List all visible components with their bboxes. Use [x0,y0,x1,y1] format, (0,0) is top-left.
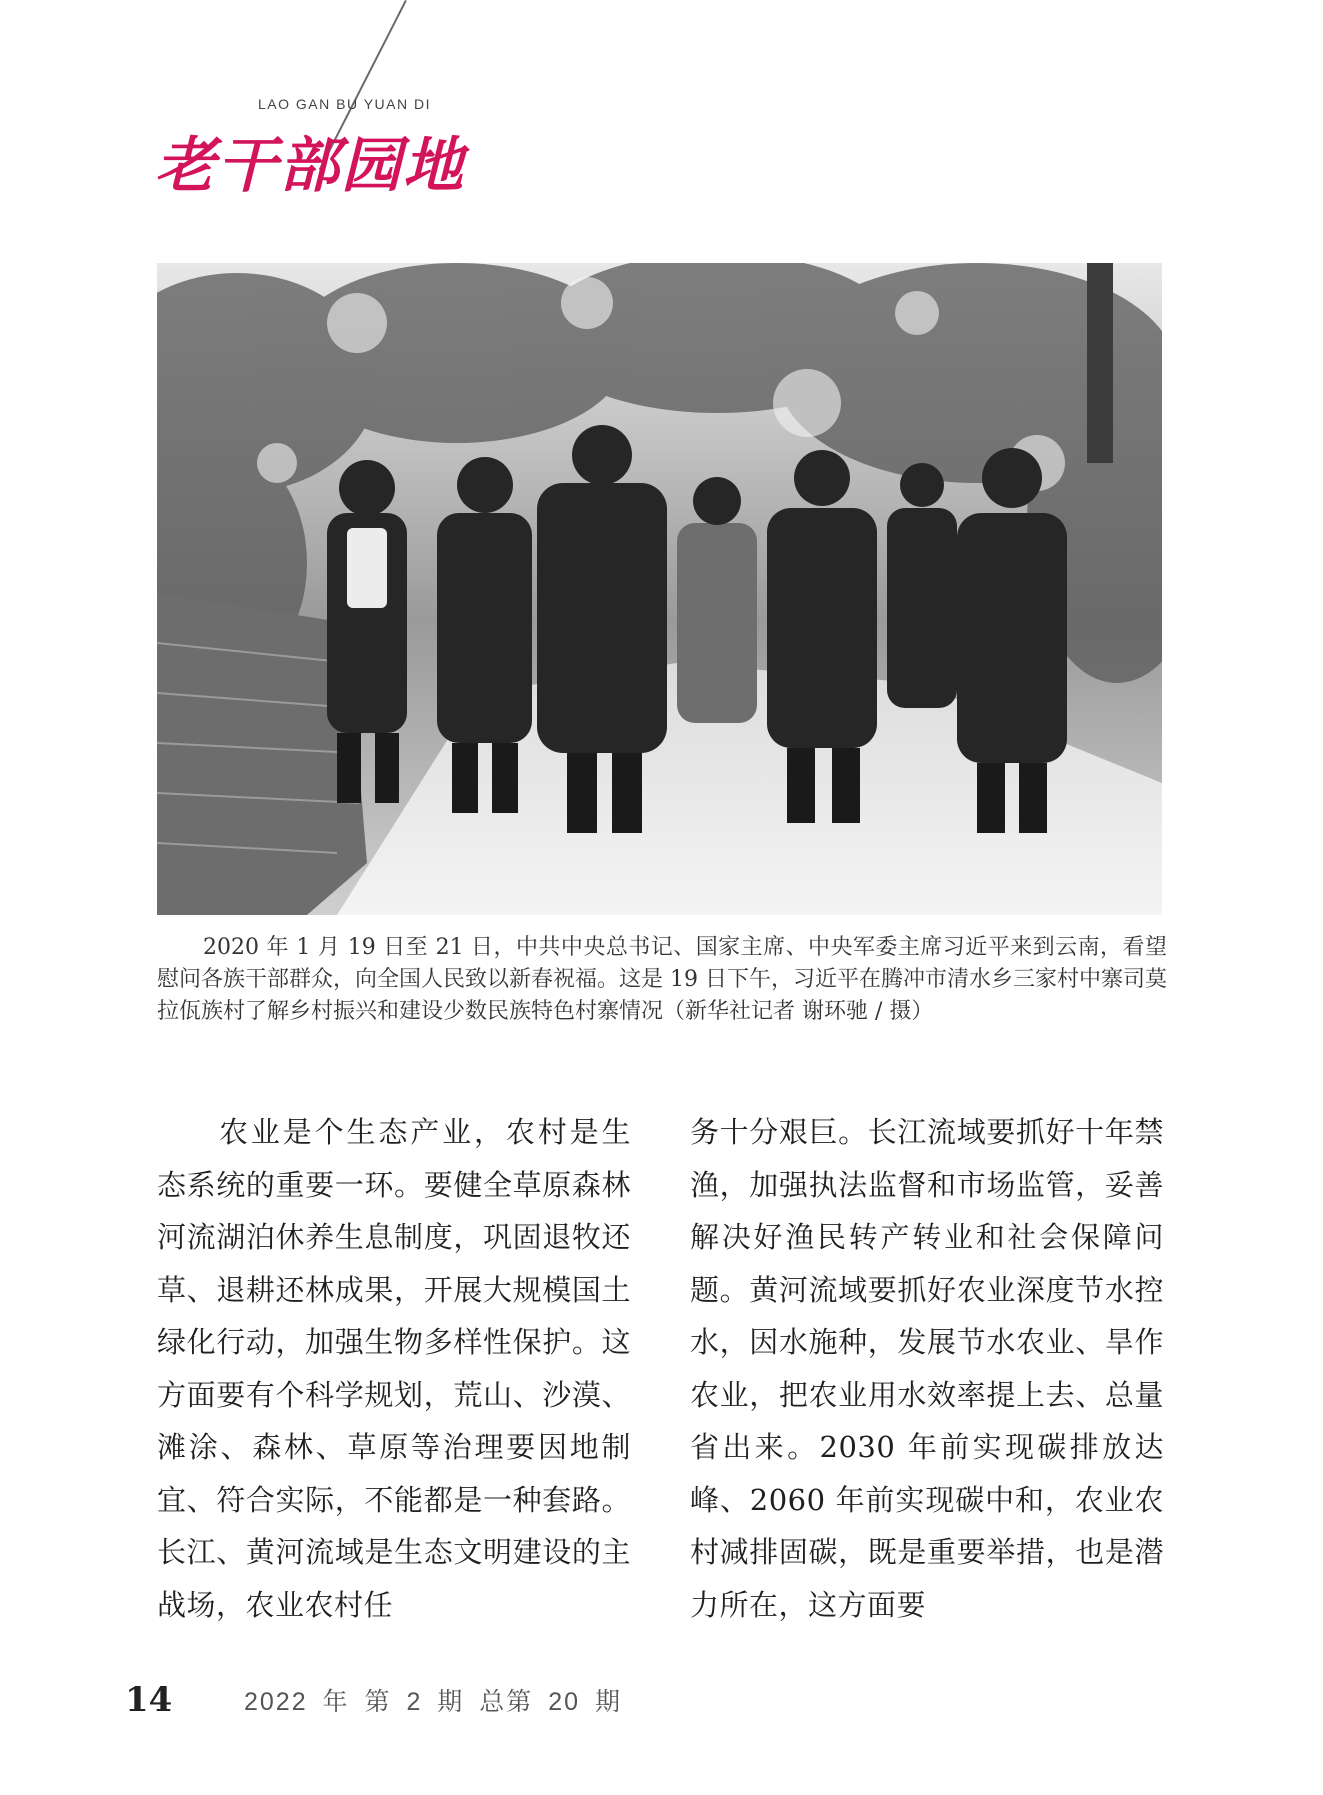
article-right-column [690,1106,1164,1631]
article-left-column [157,1106,631,1631]
issue-info: 2022 年 第 2 期 总第 20 期 [244,1688,622,1716]
news-photo [157,263,1162,915]
article-paragraph-continued: 务十分艰巨。长江流域要抓好十年禁渔，加强执法监督和市场监管，妥善解决好渔民转产转业和社会保障问题。黄河流域要抓好农业深度节水控水，因水施种，发展节水农业、旱作农业，把农业用水效率提上去、总量省出来。2030 年前实现碳排放达峰、2060 年前实现碳中和，农业农村减排固碳，既是重要举措，也是潜力所在，这方面要 [690,1115,1164,1622]
photo-caption [157,932,1167,1028]
article-paragraph: 农业是个生态产业，农村是生态系统的重要一环。要健全草原森林河流湖泊休养生息制度，巩固退牧还草、退耕还林成果，开展大规模国土绿化行动，加强生物多样性保护。这方面要有个科学规划，荒山、沙漠、滩涂、森林、草原等治理要因地制宜、符合实际，不能都是一种套路。长江、黄河流域是生态文明建设的主战场，农业农村任 [157,1115,631,1622]
masthead-pinyin: LAO GAN BU YUAN DI [258,96,432,112]
photo-caption-text: 2020 年 1 月 19 日至 21 日，中共中央总书记、国家主席、中央军委主席习近平来到云南，看望慰问各族干部群众，向全国人民致以新春祝福。这是 19 日下午，习近平在腾冲市清水乡三家村中寨司莫拉佤族村了解乡村振兴和建设少数民族特色村寨情况（新华社记者 谢环驰 / 摄） [157,935,1167,1024]
page-number: 14 [125,1680,173,1720]
masthead-title: 老干部园地 [155,131,465,201]
